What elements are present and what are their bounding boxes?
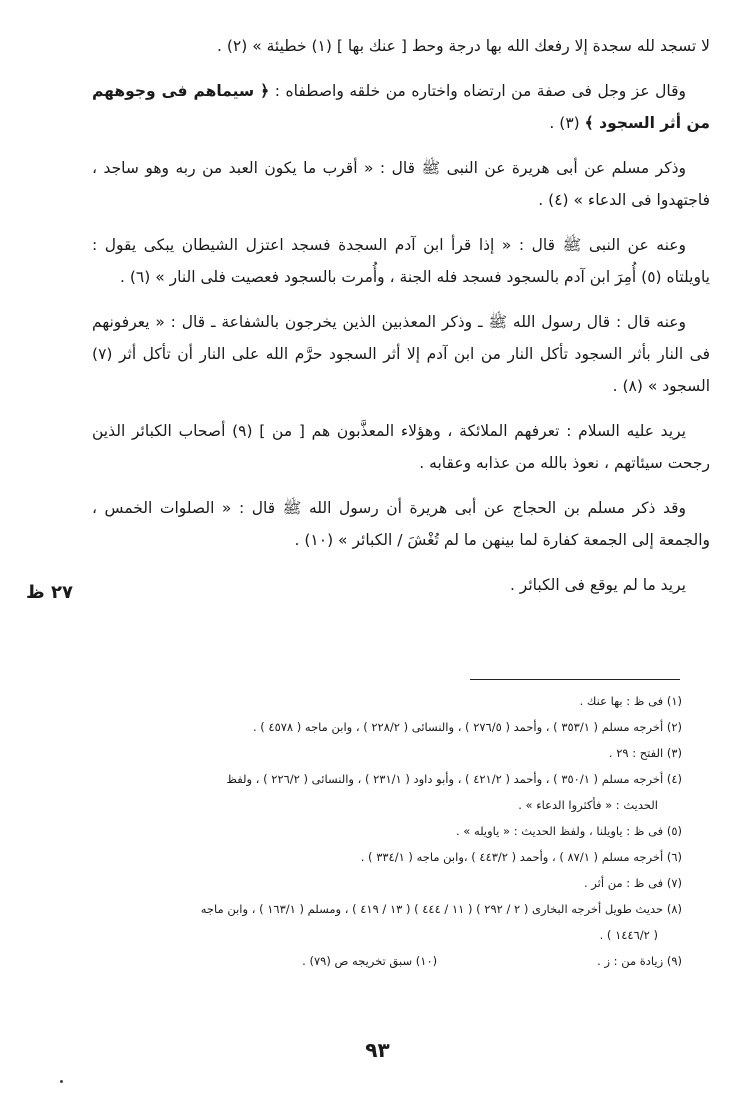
footnote-4: (٤) أخرجه مسلم ( ٣٥٠/١ ) ، وأحمد ( ٤٢١/٢ ) ، وأبو داود ( ٢٣١/١ ) ، والنسائى ( ٢٢٦/٢ ) ، ولفظ [226,772,682,786]
manuscript-folio-note: ٢٧ ظ [26,582,73,603]
footnote-5: (٥) فى ظ : ياويلنا ، ولفظ الحديث : « ياويله » . [455,824,682,838]
footnote-10: (١٠) سبق تخريجه ص (٧٩) . [302,954,438,968]
quran-verse: ﴿ سيماهم فى وجوههم من أثر السجود ﴾ [92,82,710,132]
footnote-3: (٣) الفتح : ٢٩ . [608,746,682,760]
paragraph-8-text: يريد ما لم يوقع فى الكبائر . [509,576,686,594]
paragraph-4-text: وعنه عن النبى ﷺ قال : « إذا قرأ ابن آدم السجدة فسجد اعتزل الشيطان يبكى يقول : ياويلتاه (٥) أُمِرَ ابن آدم بالسجود فسجد فله الجنة ، وأُمرت بالسجود فعصيت فلى النار » (٦) . [92,236,710,286]
paragraph-4 [92,229,710,293]
footnote-7: (٧) فى ظ : من أثر . [583,876,682,890]
footnote-row-9-10 [90,948,682,974]
paragraph-5-text: وعنه قال : قال رسول الله ﷺ ـ وذكر المعذبين الذين يخرجون بالشفاعة ـ قال : « يعرفونهم فى النار بأثر السجود تأكل النار من ابن آدم إلا أثر السجود حرَّم الله على النار أن تأكل أثر (٧) السجود » (٨) . [92,313,710,395]
paragraph-2 [92,75,710,139]
footnote-4-continuation: الحديث : « فأكثروا الدعاء » . [518,798,658,812]
paragraph-2-intro: وقال عز وجل فى صفة من ارتضاه واختاره من خلقه واصطفاه : [274,82,686,100]
scan-speck [60,1080,63,1083]
footnote-8: (٨) حديث طويل أخرجه البخارى ( ٢ / ٢٩٢ ) ( ١١ / ٤٤٤ ) ( ١٣ / ٤١٩ ) ، ومسلم ( ١٦٣/١ ) ، وابن ماجه [200,902,682,916]
footnote-8-continuation: ( ١٤٤٦/٢ ) . [599,928,658,942]
page-number: ٩٣ [365,1038,390,1062]
paragraph-5 [92,306,710,402]
paragraph-7 [92,492,710,556]
footnote-9: (٩) زيادة من : ز . [597,954,682,968]
footnotes [90,688,682,974]
main-text [92,30,710,614]
paragraph-1: لا تسجد لله سجدة إلا رفعك الله بها درجة وحط [ عنك بها ] (١) خطيئة » (٢) . [216,37,710,55]
paragraph-3 [92,152,710,216]
footnote-1: (١) فى ظ : بها عنك . [579,694,682,708]
paragraph-6 [92,415,710,479]
footnote-separator [470,679,680,680]
paragraph-8 [92,569,710,601]
footnote-6: (٦) أخرجه مسلم ( ٨٧/١ ) ، وأحمد ( ٤٤٣/٢ ) ،وابن ماجه ( ٣٣٤/١ ) . [360,850,682,864]
paragraph-3-text: وذكر مسلم عن أبى هريرة عن النبى ﷺ قال : « أقرب ما يكون العبد من ربه وهو ساجد ، فاجتهدوا فى الدعاء » (٤) . [92,159,710,209]
paragraph-6-text: يريد عليه السلام : تعرفهم الملائكة ، وهؤلاء المعذَّبون هم [ من ] (٩) أصحاب الكبائر الذين رجحت سيئاتهم ، نعوذ بالله من عذابه وعقابه . [92,422,710,472]
paragraph-2-end: (٣) . [549,114,580,132]
paragraph-7-text: وقد ذكر مسلم بن الحجاج عن أبى هريرة أن رسول الله ﷺ قال : « الصلوات الخمس ، والجمعة إلى الجمعة كفارة لما بينهن ما لم تُغْشَ / الكبائر » (١٠) . [92,499,710,549]
footnote-2: (٢) أخرجه مسلم ( ٣٥٣/١ ) ، وأحمد ( ٢٧٦/٥ ) ، والنسائى ( ٢٢٨/٢ ) ، وابن ماجه ( ٤٥٧٨ ) . [252,720,682,734]
